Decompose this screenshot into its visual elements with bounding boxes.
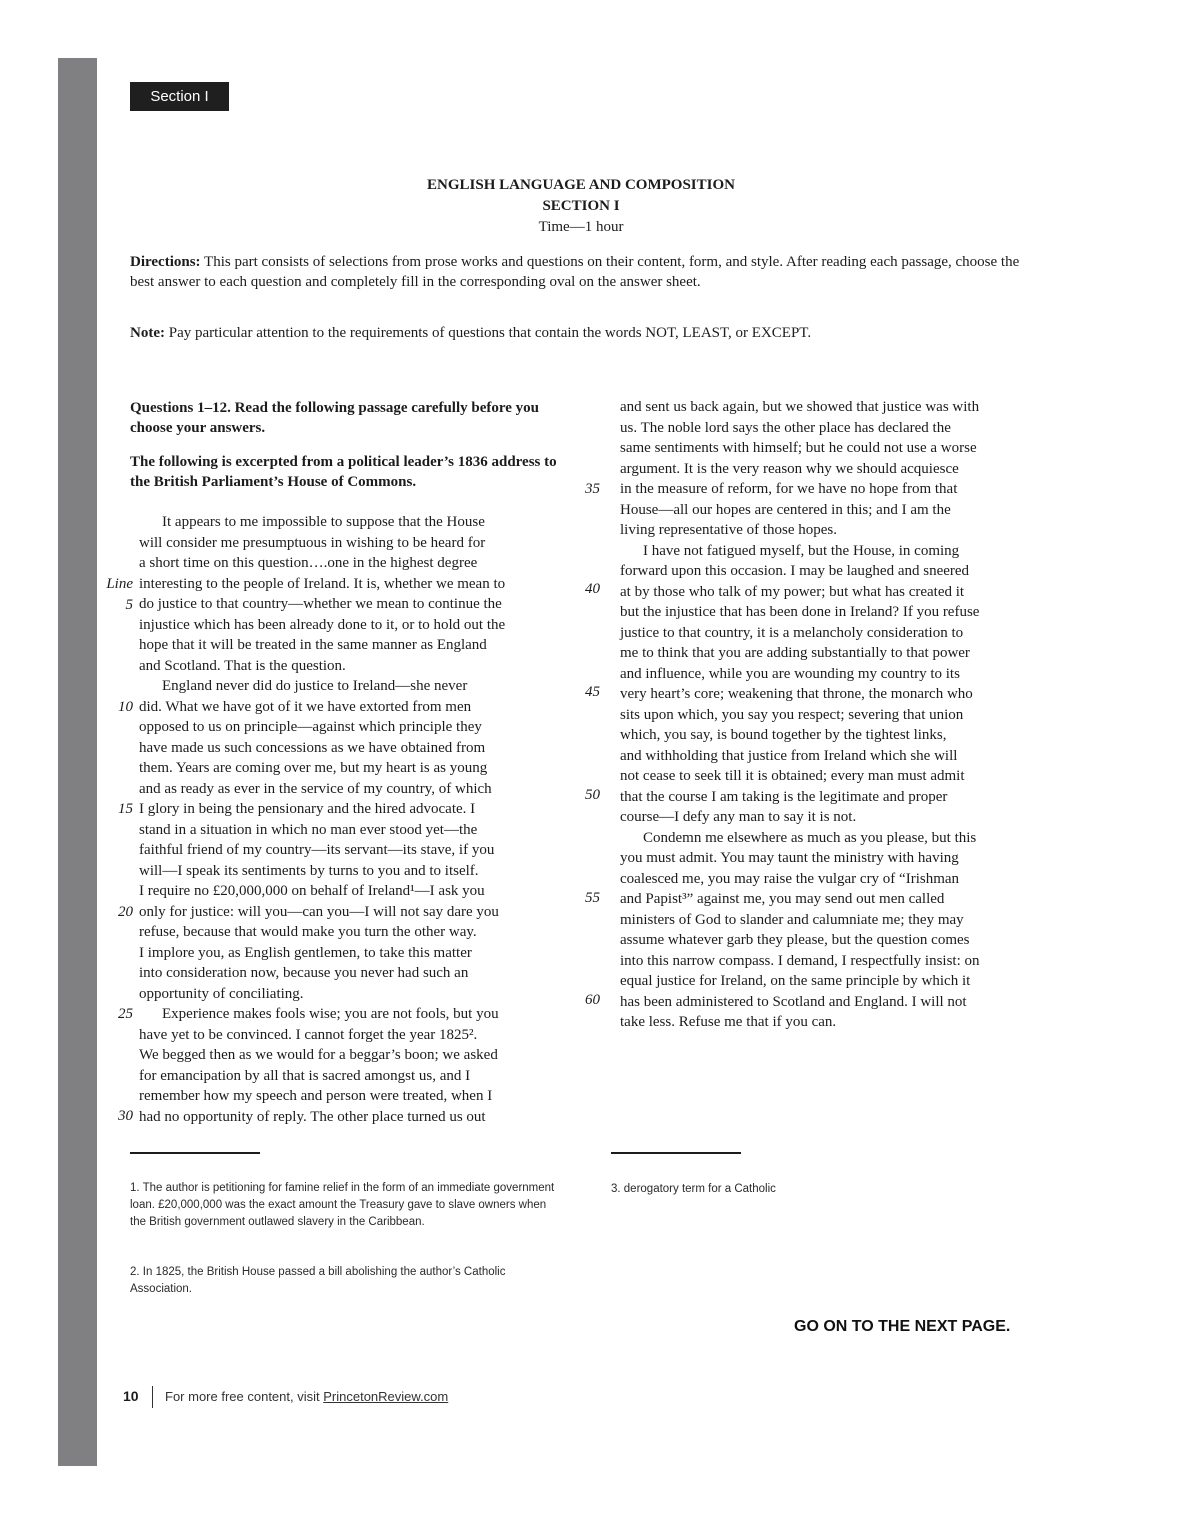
passage-line: England never did do justice to Ireland—she never bbox=[162, 678, 468, 694]
passage-line: do justice to that country—whether we mean to continue the bbox=[139, 596, 502, 612]
passage-line: Experience makes fools wise; you are not fools, but you bbox=[162, 1006, 499, 1022]
passage-line: you must admit. You may taunt the ministry with having bbox=[620, 850, 959, 866]
passage-line: for emancipation by all that is sacred amongst us, and I bbox=[139, 1067, 471, 1084]
passage-line: only for justice: will you—can you—I will not say dare you bbox=[139, 903, 499, 920]
line-number: 10 bbox=[118, 699, 133, 715]
directions-label: Directions: bbox=[130, 254, 201, 270]
passage-line: coalesced me, you may raise the vulgar cry of “Irishman bbox=[620, 870, 960, 887]
passage-line: and Scotland. That is the question. bbox=[139, 657, 346, 674]
exam-title: ENGLISH LANGUAGE AND COMPOSITION bbox=[427, 177, 735, 193]
passage-line: very heart’s core; weakening that throne, the monarch who bbox=[620, 686, 973, 702]
passage-line: did. What we have got of it we have extorted from men bbox=[139, 698, 472, 715]
section-tab: Section I bbox=[130, 82, 229, 111]
passage-line: not cease to seek till it is obtained; every man must admit bbox=[620, 768, 965, 784]
passage-line: have yet to be convinced. I cannot forget the year 1825². bbox=[139, 1026, 478, 1043]
passage-line: refuse, because that would make you turn the other way. bbox=[139, 924, 477, 940]
passage-line: We begged then as we would for a beggar’s boon; we asked bbox=[139, 1047, 498, 1063]
footnote-3: 3. derogatory term for a Catholic bbox=[611, 1183, 776, 1195]
passage-line: us. The noble lord says the other place has declared the bbox=[620, 419, 951, 436]
passage-line: that the course I am taking is the legitimate and proper bbox=[620, 788, 948, 805]
directions bbox=[130, 252, 1030, 292]
line-number: Line bbox=[106, 576, 133, 592]
go-on-next-page: GO ON TO THE NEXT PAGE. bbox=[794, 1318, 1011, 1335]
question-instruction: Questions 1–12. Read the following passage carefully before you choose your answers. bbox=[130, 400, 540, 436]
passage-line: living representative of those hopes. bbox=[620, 522, 838, 538]
footer-divider bbox=[152, 1386, 153, 1408]
line-number: 40 bbox=[585, 581, 600, 597]
passage-line: will consider me presumptuous in wishing to be heard for bbox=[139, 534, 486, 551]
passage-line: I have not fatigued myself, but the House, in coming bbox=[643, 542, 960, 559]
footer-promo-text: For more free content, visit bbox=[165, 1389, 324, 1404]
passage-line: have made us such concessions as we have obtained from bbox=[139, 739, 486, 756]
footnote-2: 2. In 1825, the British House passed a bill abolishing the author’s Catholic Association. bbox=[130, 1266, 506, 1295]
line-number: 50 bbox=[585, 787, 600, 803]
footer-promo bbox=[165, 1389, 448, 1404]
page-number: 10 bbox=[123, 1388, 139, 1404]
passage-line: into consideration now, because you never had such an bbox=[139, 965, 469, 981]
passage-line: me to think that you are adding substantially to that power bbox=[620, 645, 970, 661]
passage-line: I require no £20,000,000 on behalf of Ireland¹—I ask you bbox=[139, 883, 485, 899]
passage-line: and influence, while you are wounding my country to its bbox=[620, 665, 960, 682]
passage-line: justice to that country, it is a melancholy consideration to bbox=[620, 624, 964, 641]
passage-line: which, you say, is bound together by the tightest links, bbox=[620, 727, 947, 743]
passage-line: sits upon which, you say you respect; severing that union bbox=[620, 706, 964, 723]
passage-line: assume whatever garb they please, but the question comes bbox=[620, 932, 970, 948]
time-limit: Time—1 hour bbox=[538, 219, 624, 235]
passage-line: stand in a situation in which no man ever stood yet—the bbox=[139, 821, 478, 838]
footnote-1: 1. The author is petitioning for famine relief in the form of an immediate government loan. £20,000,000 was the exact amount the Treasury gave to slave owners when the British government outlawed slavery in the Caribbean. bbox=[130, 1182, 555, 1228]
passage-line: I implore you, as English gentlemen, to take this matter bbox=[139, 944, 472, 961]
line-number: 35 bbox=[585, 481, 600, 497]
passage-line: but the injustice that has been done in Ireland? If you refuse bbox=[620, 604, 980, 620]
passage-line: in the measure of reform, for we have no hope from that bbox=[620, 481, 958, 497]
passage-line: same sentiments with himself; but he could not use a worse bbox=[620, 440, 977, 456]
passage-line: opportunity of conciliating. bbox=[139, 985, 304, 1002]
passage-line: and sent us back again, but we showed that justice was with bbox=[620, 399, 980, 415]
passage-line: hope that it will be treated in the same manner as England bbox=[139, 637, 487, 653]
passage-line: will—I speak its sentiments by turns to you and to itself. bbox=[139, 862, 479, 879]
line-number: 30 bbox=[118, 1108, 133, 1124]
passage-line: ministers of God to slander and calumniate me; they may bbox=[620, 911, 964, 928]
passage-line: argument. It is the very reason why we should acquiesce bbox=[620, 460, 959, 477]
passage-line: opposed to us on principle—against which principle they bbox=[139, 719, 482, 735]
passage-line: them. Years are coming over me, but my heart is as young bbox=[139, 760, 488, 776]
note-label: Note: bbox=[130, 325, 165, 341]
line-number: 25 bbox=[118, 1006, 133, 1022]
passage-line: take less. Refuse me that if you can. bbox=[620, 1014, 837, 1030]
passage-line: House—all our hopes are centered in this; and I am the bbox=[620, 501, 951, 518]
note-text: Pay particular attention to the requirements of questions that contain the words NOT, LEAST, or EXCEPT. bbox=[164, 325, 812, 341]
passage-line: forward upon this occasion. I may be laughed and sneered bbox=[620, 563, 970, 579]
line-number: 20 bbox=[118, 904, 133, 920]
passage-line: I glory in being the pensionary and the hired advocate. I bbox=[139, 801, 476, 817]
passage-line: had no opportunity of reply. The other place turned us out bbox=[139, 1108, 486, 1125]
passage-line: interesting to the people of Ireland. It is, whether we mean to bbox=[139, 575, 506, 592]
passage-line: and Papist³” against me, you may send out men called bbox=[620, 891, 945, 907]
line-number: 55 bbox=[585, 890, 600, 906]
passage-line: faithful friend of my country—its servant—its stave, if you bbox=[139, 842, 495, 858]
footnote-rule-right bbox=[611, 1152, 741, 1154]
passage-line: and as ready as ever in the service of my country, of which bbox=[139, 780, 492, 797]
line-number: 15 bbox=[118, 801, 133, 817]
passage-line: course—I defy any man to say it is not. bbox=[620, 809, 857, 825]
passage-line: into this narrow compass. I demand, I respectfully insist: on bbox=[620, 952, 980, 969]
passage-line: injustice which has been already done to it, or to hold out the bbox=[139, 616, 506, 633]
page-sidebar-bar bbox=[58, 58, 97, 1466]
footnote-rule-left bbox=[130, 1152, 260, 1154]
line-number: 45 bbox=[585, 684, 600, 700]
passage-line: It appears to me impossible to suppose that the House bbox=[162, 514, 485, 530]
line-number: 60 bbox=[585, 992, 600, 1008]
passage-line: has been administered to Scotland and England. I will not bbox=[620, 993, 967, 1010]
passage-context: The following is excerpted from a political leader’s 1836 address to the British Parliament’s House of Commons. bbox=[130, 454, 557, 490]
section-heading: SECTION I bbox=[542, 198, 620, 214]
passage-line: at by those who talk of my power; but what has created it bbox=[620, 583, 965, 600]
line-number: 5 bbox=[125, 597, 133, 613]
princeton-review-link[interactable]: PrincetonReview.com bbox=[323, 1389, 449, 1404]
note bbox=[130, 323, 1030, 343]
passage-line: Condemn me elsewhere as much as you please, but this bbox=[643, 829, 977, 846]
passage-line: remember how my speech and person were treated, when I bbox=[139, 1088, 493, 1104]
directions-text: This part consists of selections from prose works and questions on their content, form, and style. After reading each passage, choose the best answer to each question and completely fill in the corresponding oval on the answer sheet. bbox=[130, 254, 1020, 290]
passage-line: and withholding that justice from Ireland which she will bbox=[620, 747, 958, 764]
passage-line: a short time on this question….one in the highest degree bbox=[139, 555, 478, 571]
passage-line: equal justice for Ireland, on the same principle by which it bbox=[620, 973, 971, 989]
